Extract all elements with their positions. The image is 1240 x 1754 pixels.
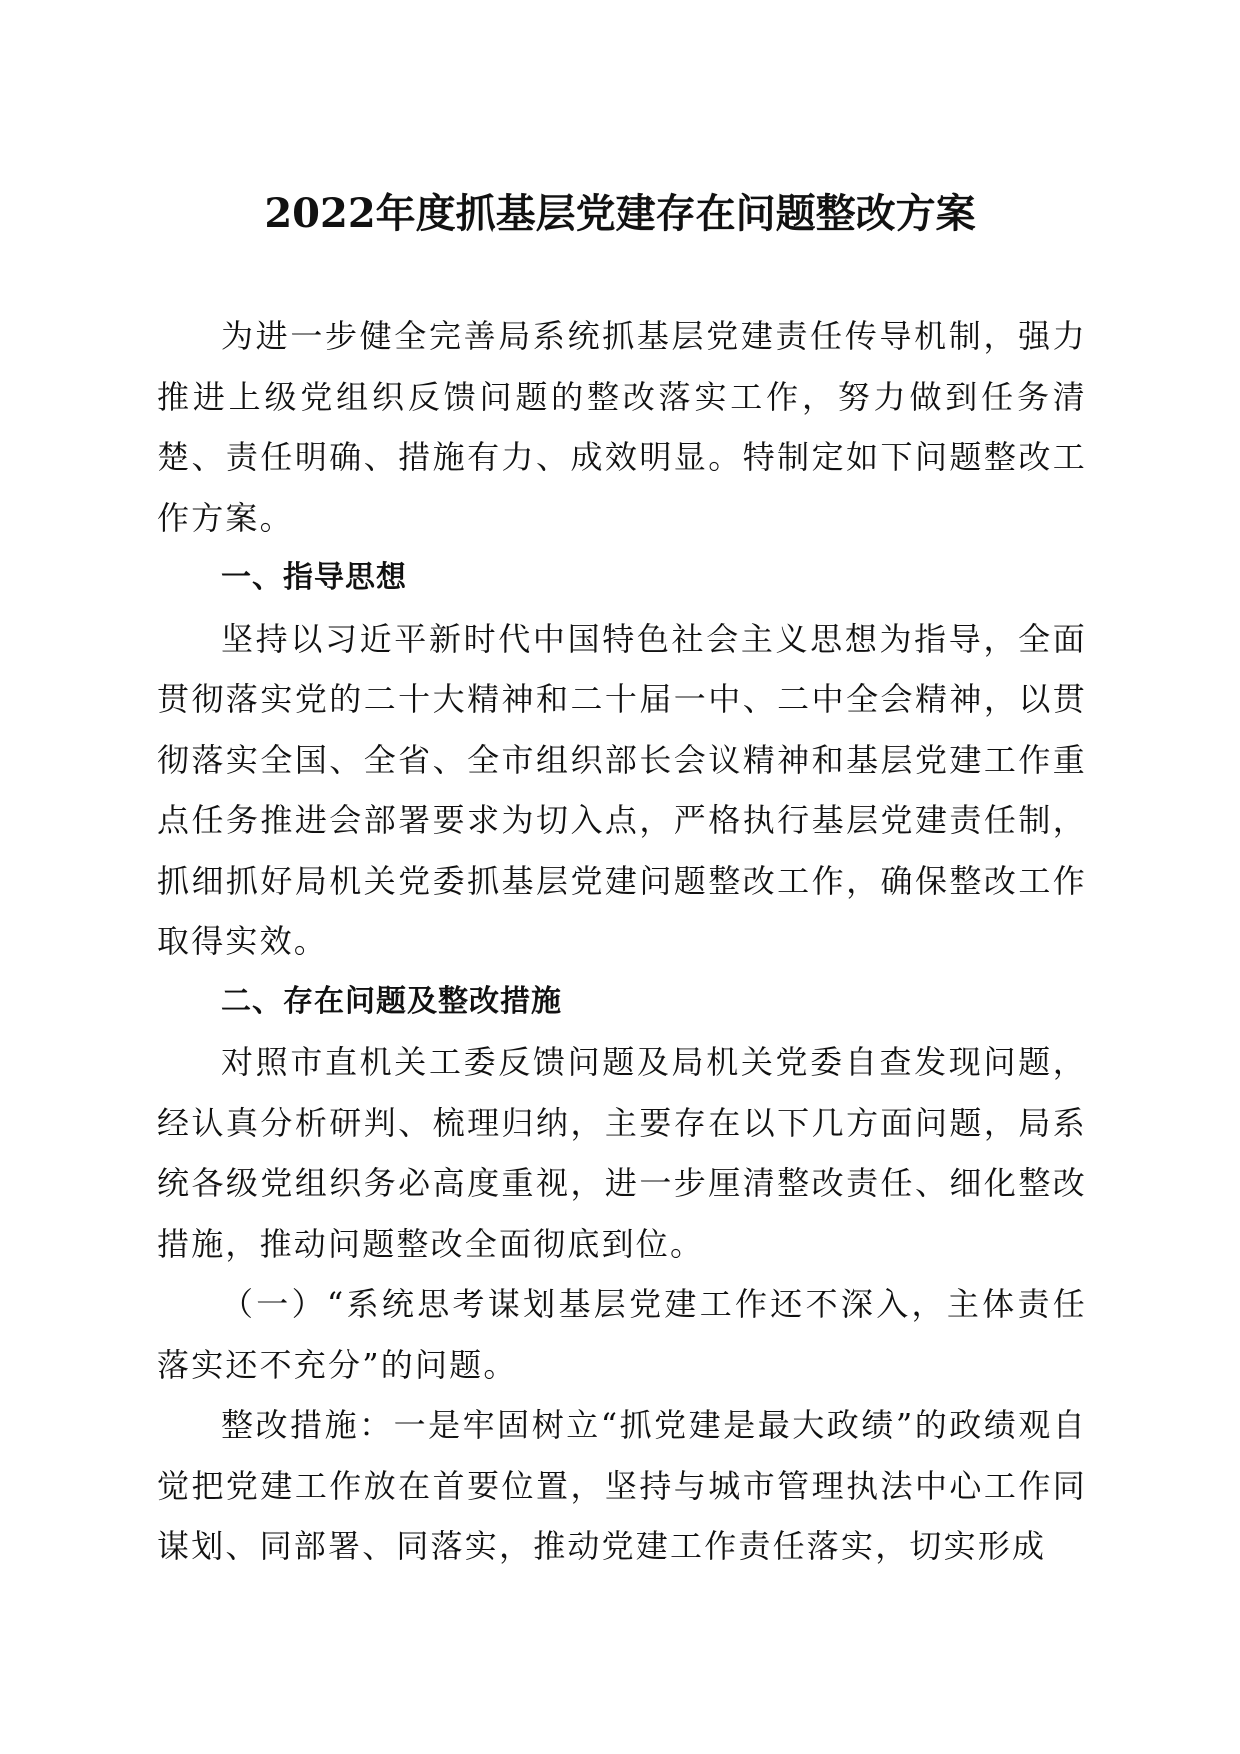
intro-paragraph: 为进一步健全完善局系统抓基层党建责任传导机制，强力推进上级党组织反馈问题的整改落实工作，努力做到任务清楚、责任明确、措施有力、成效明显。特制定如下问题整改工作方案。 — [157, 317, 1087, 537]
document-body — [157, 306, 1087, 1577]
measures-paragraph: 整改措施：一是牢固树立“抓党建是最大政绩”的政绩观自觉把党建工作放在首要位置，坚持与城市管理执法中心工作同谋划、同部署、同落实，推动党建工作责任落实，切实形成 — [157, 1406, 1087, 1565]
problem-item-1: （一）“系统思考谋划基层党建工作还不深入，主体责任落实还不充分”的问题。 — [157, 1285, 1087, 1384]
problems-paragraph: 对照市直机关工委反馈问题及局机关党委自查发现问题，经认真分析研判、梳理归纳，主要存在以下几方面问题，局系统各级党组织务必高度重视，进一步厘清整改责任、细化整改措施，推动问题整改全面彻底到位。 — [157, 1043, 1087, 1263]
guiding-thought-paragraph: 坚持以习近平新时代中国特色社会主义思想为指导，全面贯彻落实党的二十大精神和二十届一中、二中全会精神，以贯彻落实全国、全省、全市组织部长会议精神和基层党建工作重点任务推进会部署要求为切入点，严格执行基层党建责任制，抓细抓好局机关党委抓基层党建问题整改工作，确保整改工作取得实效。 — [157, 619, 1087, 960]
section-heading-guiding-thought: 一、指导思想 — [221, 560, 407, 595]
document-title: 2022年度抓基层党建存在问题整改方案 — [264, 190, 976, 237]
section-heading-problems-measures: 二、存在问题及整改措施 — [221, 983, 562, 1019]
